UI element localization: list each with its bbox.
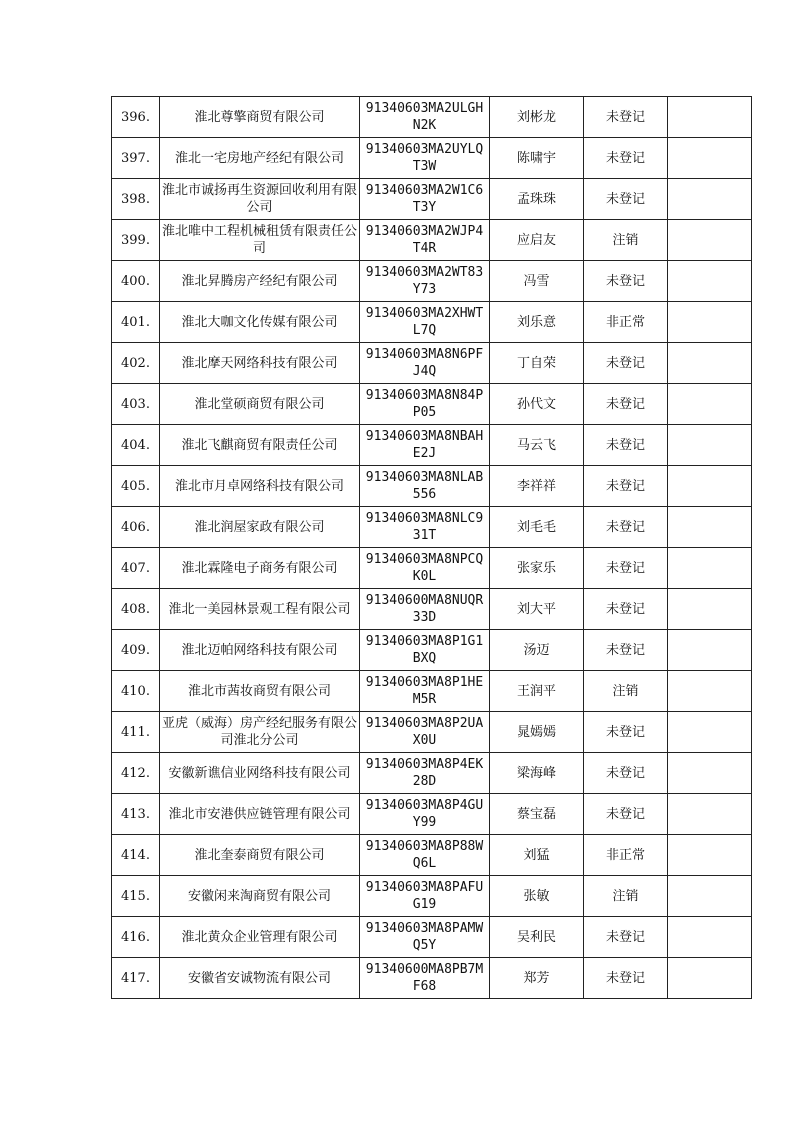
registration-status: 非正常 bbox=[584, 302, 668, 343]
credit-code-line-2: G19 bbox=[412, 897, 437, 912]
credit-code-line-1: 91340603MA8N6PF bbox=[365, 347, 484, 362]
credit-code bbox=[360, 835, 490, 876]
credit-code-line-2: T3W bbox=[412, 159, 437, 174]
registration-status: 未登记 bbox=[584, 794, 668, 835]
company-name: 淮北奎泰商贸有限公司 bbox=[160, 835, 360, 876]
table-row bbox=[112, 876, 752, 917]
registration-status: 未登记 bbox=[584, 179, 668, 220]
legal-representative: 蔡宝磊 bbox=[490, 794, 584, 835]
credit-code bbox=[360, 958, 490, 999]
remark bbox=[668, 917, 752, 958]
remark bbox=[668, 630, 752, 671]
credit-code bbox=[360, 917, 490, 958]
table-row bbox=[112, 138, 752, 179]
credit-code-line-1: 91340603MA2UYLQ bbox=[365, 142, 484, 157]
company-name: 淮北市诚扬再生资源回收利用有限公司 bbox=[160, 179, 360, 220]
credit-code-line-1: 91340603MA2W1C6 bbox=[365, 183, 484, 198]
remark bbox=[668, 179, 752, 220]
registration-status: 未登记 bbox=[584, 425, 668, 466]
legal-representative: 晁嫣嫣 bbox=[490, 712, 584, 753]
company-name: 淮北市茜妆商贸有限公司 bbox=[160, 671, 360, 712]
credit-code-line-1: 91340603MA8PAMW bbox=[365, 921, 484, 936]
credit-code-line-1: 91340603MA8NLC9 bbox=[365, 511, 484, 526]
credit-code-line-1: 91340603MA8NPCQ bbox=[365, 552, 484, 567]
table-row bbox=[112, 835, 752, 876]
remark bbox=[668, 712, 752, 753]
company-name: 淮北黄众企业管理有限公司 bbox=[160, 917, 360, 958]
registration-status: 未登记 bbox=[584, 343, 668, 384]
company-name: 淮北润屋家政有限公司 bbox=[160, 507, 360, 548]
remark bbox=[668, 794, 752, 835]
credit-code-line-2: 31T bbox=[412, 528, 437, 543]
table-row bbox=[112, 917, 752, 958]
credit-code bbox=[360, 425, 490, 466]
remark bbox=[668, 384, 752, 425]
credit-code bbox=[360, 466, 490, 507]
credit-code-line-2: BXQ bbox=[412, 651, 437, 666]
credit-code-line-2: T4R bbox=[412, 241, 437, 256]
registration-status: 注销 bbox=[584, 220, 668, 261]
remark bbox=[668, 835, 752, 876]
row-number: 407. bbox=[112, 548, 160, 589]
credit-code-line-2: T3Y bbox=[412, 200, 437, 215]
row-number: 398. bbox=[112, 179, 160, 220]
registration-status: 未登记 bbox=[584, 712, 668, 753]
row-number: 401. bbox=[112, 302, 160, 343]
row-number: 404. bbox=[112, 425, 160, 466]
credit-code bbox=[360, 220, 490, 261]
legal-representative: 马云飞 bbox=[490, 425, 584, 466]
company-name: 淮北市安港供应链管理有限公司 bbox=[160, 794, 360, 835]
row-number: 409. bbox=[112, 630, 160, 671]
legal-representative: 冯雪 bbox=[490, 261, 584, 302]
row-number: 410. bbox=[112, 671, 160, 712]
table-row bbox=[112, 630, 752, 671]
credit-code-line-2: Q5Y bbox=[412, 938, 437, 953]
credit-code-line-2: 28D bbox=[412, 774, 437, 789]
credit-code-line-1: 91340603MA2ULGH bbox=[365, 101, 484, 116]
credit-code-line-2: K0L bbox=[412, 569, 437, 584]
credit-code-line-1: 91340603MA8P4EK bbox=[365, 757, 484, 772]
credit-code-line-2: Y99 bbox=[412, 815, 437, 830]
row-number: 399. bbox=[112, 220, 160, 261]
credit-code-line-1: 91340603MA8P1HE bbox=[365, 675, 484, 690]
remark bbox=[668, 220, 752, 261]
credit-code-line-1: 91340600MA8NUQR bbox=[365, 593, 484, 608]
credit-code-line-1: 91340603MA8PAFU bbox=[365, 880, 484, 895]
row-number: 408. bbox=[112, 589, 160, 630]
credit-code bbox=[360, 138, 490, 179]
company-name: 淮北大咖文化传媒有限公司 bbox=[160, 302, 360, 343]
row-number: 397. bbox=[112, 138, 160, 179]
legal-representative: 刘大平 bbox=[490, 589, 584, 630]
company-name: 淮北一美园林景观工程有限公司 bbox=[160, 589, 360, 630]
registration-status: 注销 bbox=[584, 876, 668, 917]
credit-code bbox=[360, 753, 490, 794]
row-number: 415. bbox=[112, 876, 160, 917]
remark bbox=[668, 97, 752, 138]
row-number: 411. bbox=[112, 712, 160, 753]
registration-status: 注销 bbox=[584, 671, 668, 712]
remark bbox=[668, 671, 752, 712]
company-name: 安徽省安诚物流有限公司 bbox=[160, 958, 360, 999]
credit-code-line-2: F68 bbox=[412, 979, 437, 994]
credit-code bbox=[360, 671, 490, 712]
company-name: 淮北霖隆电子商务有限公司 bbox=[160, 548, 360, 589]
registration-status: 未登记 bbox=[584, 589, 668, 630]
remark bbox=[668, 466, 752, 507]
credit-code bbox=[360, 507, 490, 548]
registration-status: 未登记 bbox=[584, 384, 668, 425]
remark bbox=[668, 589, 752, 630]
legal-representative: 王润平 bbox=[490, 671, 584, 712]
credit-code-line-1: 91340603MA8P88W bbox=[365, 839, 484, 854]
credit-code-line-2: L7Q bbox=[412, 323, 437, 338]
legal-representative: 汤迈 bbox=[490, 630, 584, 671]
legal-representative: 梁海峰 bbox=[490, 753, 584, 794]
table-row bbox=[112, 384, 752, 425]
credit-code bbox=[360, 876, 490, 917]
company-name: 淮北唯中工程机械租赁有限责任公司 bbox=[160, 220, 360, 261]
remark bbox=[668, 958, 752, 999]
credit-code-line-2: Q6L bbox=[412, 856, 437, 871]
row-number: 396. bbox=[112, 97, 160, 138]
table-row bbox=[112, 671, 752, 712]
table-row bbox=[112, 794, 752, 835]
credit-code bbox=[360, 548, 490, 589]
remark bbox=[668, 425, 752, 466]
credit-code-line-2: J4Q bbox=[412, 364, 437, 379]
registration-status: 未登记 bbox=[584, 958, 668, 999]
table-row bbox=[112, 302, 752, 343]
company-name: 淮北一宅房地产经纪有限公司 bbox=[160, 138, 360, 179]
credit-code-line-1: 91340603MA8P2UA bbox=[365, 716, 484, 731]
row-number: 416. bbox=[112, 917, 160, 958]
credit-code bbox=[360, 261, 490, 302]
company-name: 淮北堂硕商贸有限公司 bbox=[160, 384, 360, 425]
legal-representative: 应启友 bbox=[490, 220, 584, 261]
registration-status: 非正常 bbox=[584, 835, 668, 876]
credit-code-line-1: 91340603MA8N84P bbox=[365, 388, 484, 403]
legal-representative: 张家乐 bbox=[490, 548, 584, 589]
registry-table-body bbox=[112, 97, 752, 999]
legal-representative: 刘毛毛 bbox=[490, 507, 584, 548]
company-name: 安徽闲来淘商贸有限公司 bbox=[160, 876, 360, 917]
row-number: 414. bbox=[112, 835, 160, 876]
table-row bbox=[112, 425, 752, 466]
credit-code-line-2: 33D bbox=[412, 610, 437, 625]
credit-code bbox=[360, 630, 490, 671]
table-row bbox=[112, 179, 752, 220]
legal-representative: 丁自荣 bbox=[490, 343, 584, 384]
remark bbox=[668, 548, 752, 589]
row-number: 406. bbox=[112, 507, 160, 548]
legal-representative: 郑芳 bbox=[490, 958, 584, 999]
registration-status: 未登记 bbox=[584, 138, 668, 179]
legal-representative: 刘乐意 bbox=[490, 302, 584, 343]
credit-code-line-1: 91340603MA8P4GU bbox=[365, 798, 484, 813]
registration-status: 未登记 bbox=[584, 548, 668, 589]
legal-representative: 孙代文 bbox=[490, 384, 584, 425]
credit-code bbox=[360, 589, 490, 630]
company-name: 淮北昇腾房产经纪有限公司 bbox=[160, 261, 360, 302]
credit-code-line-1: 91340603MA8NBAH bbox=[365, 429, 484, 444]
credit-code-line-1: 91340600MA8PB7M bbox=[365, 962, 484, 977]
company-name: 安徽新谯信业网络科技有限公司 bbox=[160, 753, 360, 794]
row-number: 412. bbox=[112, 753, 160, 794]
registry-table bbox=[111, 96, 752, 999]
legal-representative: 刘彬龙 bbox=[490, 97, 584, 138]
table-row bbox=[112, 589, 752, 630]
company-name: 淮北飞麒商贸有限责任公司 bbox=[160, 425, 360, 466]
company-name: 淮北迈帕网络科技有限公司 bbox=[160, 630, 360, 671]
remark bbox=[668, 138, 752, 179]
table-row bbox=[112, 220, 752, 261]
table-row bbox=[112, 97, 752, 138]
credit-code-line-2: P05 bbox=[412, 405, 437, 420]
credit-code-line-1: 91340603MA2WT83 bbox=[365, 265, 484, 280]
registration-status: 未登记 bbox=[584, 917, 668, 958]
credit-code bbox=[360, 179, 490, 220]
registration-status: 未登记 bbox=[584, 261, 668, 302]
registration-status: 未登记 bbox=[584, 97, 668, 138]
company-name: 亚虎（威海）房产经纪服务有限公司淮北分公司 bbox=[160, 712, 360, 753]
legal-representative: 李祥祥 bbox=[490, 466, 584, 507]
remark bbox=[668, 343, 752, 384]
registration-status: 未登记 bbox=[584, 630, 668, 671]
table-row bbox=[112, 343, 752, 384]
legal-representative: 孟珠珠 bbox=[490, 179, 584, 220]
credit-code bbox=[360, 712, 490, 753]
credit-code-line-2: Y73 bbox=[412, 282, 437, 297]
credit-code bbox=[360, 343, 490, 384]
credit-code-line-1: 91340603MA8P1G1 bbox=[365, 634, 484, 649]
credit-code-line-1: 91340603MA2XHWT bbox=[365, 306, 484, 321]
legal-representative: 张敏 bbox=[490, 876, 584, 917]
credit-code bbox=[360, 97, 490, 138]
table-row bbox=[112, 507, 752, 548]
row-number: 417. bbox=[112, 958, 160, 999]
legal-representative: 刘猛 bbox=[490, 835, 584, 876]
legal-representative: 吴利民 bbox=[490, 917, 584, 958]
remark bbox=[668, 302, 752, 343]
credit-code bbox=[360, 384, 490, 425]
table-row bbox=[112, 753, 752, 794]
credit-code-line-2: M5R bbox=[412, 692, 437, 707]
row-number: 400. bbox=[112, 261, 160, 302]
row-number: 413. bbox=[112, 794, 160, 835]
row-number: 403. bbox=[112, 384, 160, 425]
remark bbox=[668, 261, 752, 302]
company-name: 淮北摩天网络科技有限公司 bbox=[160, 343, 360, 384]
credit-code-line-1: 91340603MA2WJP4 bbox=[365, 224, 484, 239]
table-row bbox=[112, 712, 752, 753]
registration-status: 未登记 bbox=[584, 753, 668, 794]
credit-code-line-2: 556 bbox=[412, 487, 437, 502]
table-row bbox=[112, 548, 752, 589]
company-name: 淮北尊擎商贸有限公司 bbox=[160, 97, 360, 138]
table-row bbox=[112, 261, 752, 302]
table-row bbox=[112, 958, 752, 999]
registration-status: 未登记 bbox=[584, 466, 668, 507]
credit-code-line-2: E2J bbox=[412, 446, 437, 461]
remark bbox=[668, 507, 752, 548]
registration-status: 未登记 bbox=[584, 507, 668, 548]
remark bbox=[668, 753, 752, 794]
credit-code bbox=[360, 794, 490, 835]
legal-representative: 陈啸宇 bbox=[490, 138, 584, 179]
table-row bbox=[112, 466, 752, 507]
credit-code-line-1: 91340603MA8NLAB bbox=[365, 470, 484, 485]
credit-code-line-2: X0U bbox=[412, 733, 437, 748]
remark bbox=[668, 876, 752, 917]
company-name: 淮北市月卓网络科技有限公司 bbox=[160, 466, 360, 507]
credit-code bbox=[360, 302, 490, 343]
row-number: 402. bbox=[112, 343, 160, 384]
row-number: 405. bbox=[112, 466, 160, 507]
credit-code-line-2: N2K bbox=[412, 118, 437, 133]
